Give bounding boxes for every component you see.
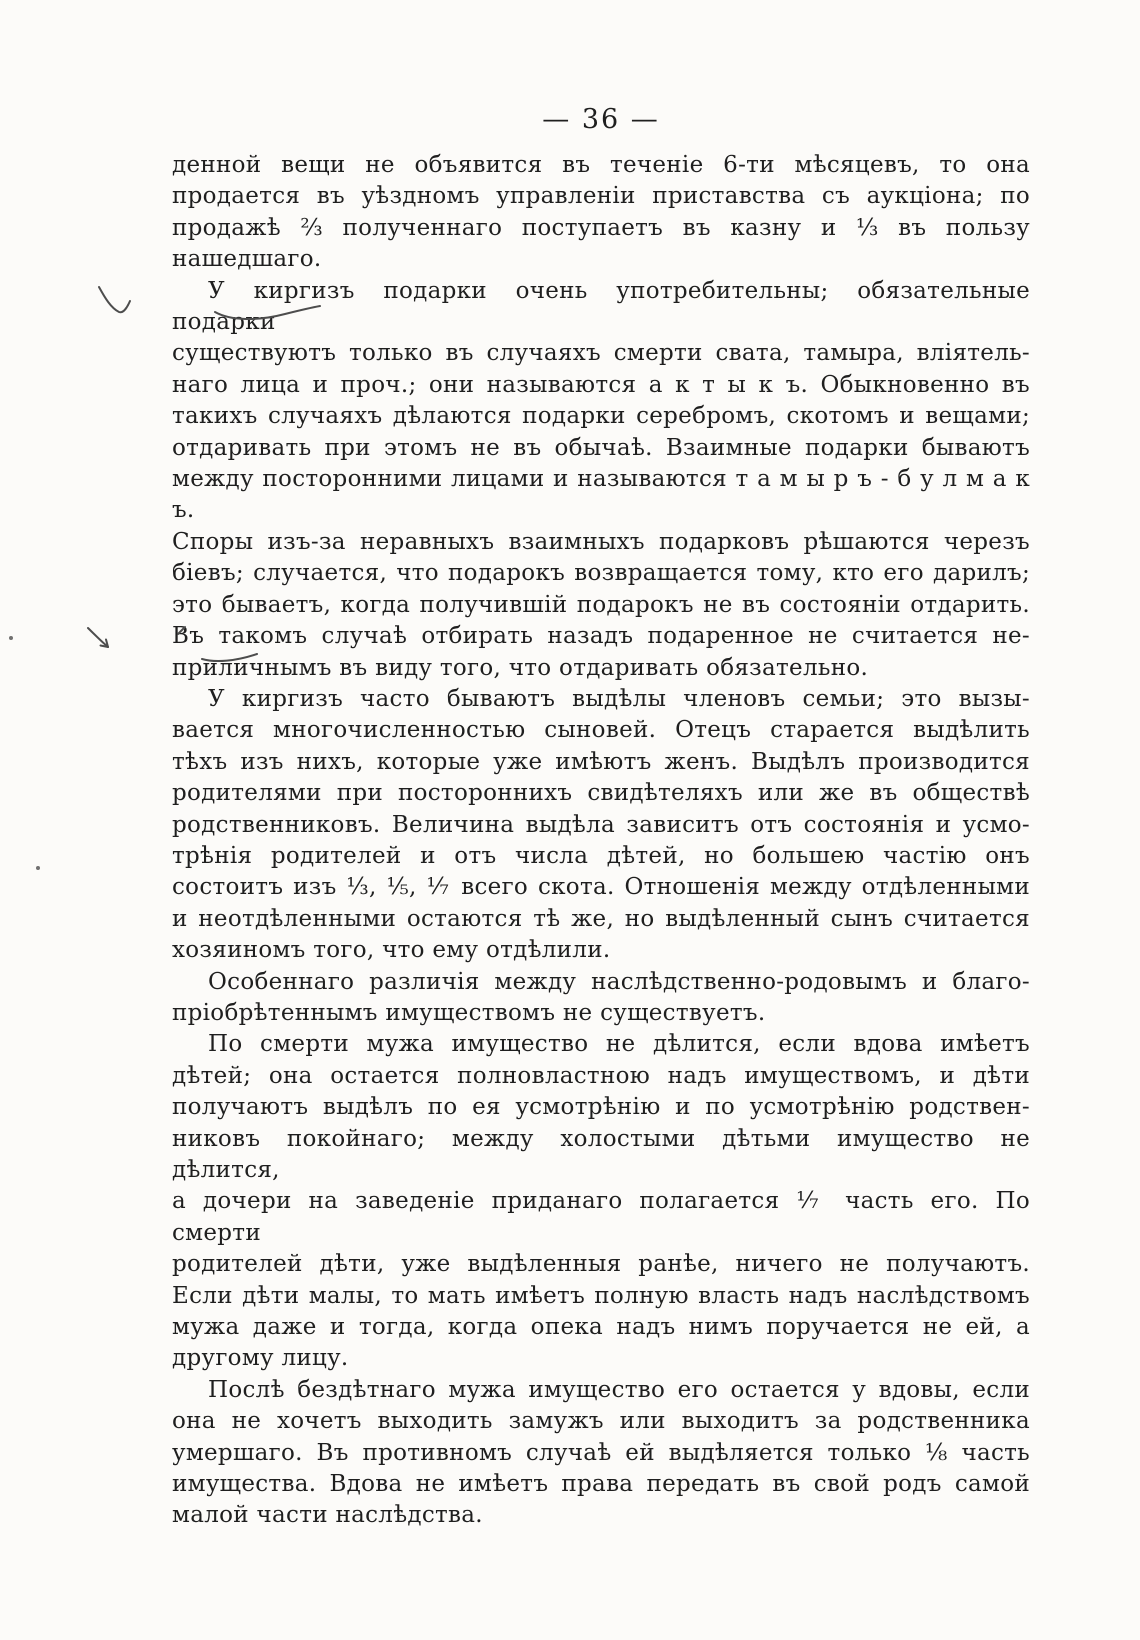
text-line: родственниковъ. Величина выдѣла зависитъ отъ состоянія и усмо- <box>172 811 1030 838</box>
text-line: По смерти мужа имущество не дѣлится, если вдова имѣетъ <box>208 1031 1030 1058</box>
text-line: никовъ покойнаго; между холостыми дѣтьми имущество не дѣлится, <box>172 1125 1030 1183</box>
text-line: наго лица и проч.; они называются а к т ы к ъ. Обыкновенно въ <box>172 371 1030 398</box>
text-line: это бываетъ, когда получившій подарокъ не въ состояніи отдарить. <box>172 591 1030 618</box>
text-line: между посторонними лицами и называются т а м ы р ъ - б у л м а к ъ. <box>172 466 1030 524</box>
text-block <box>172 150 1030 1532</box>
text-line: родителями при постороннихъ свидѣтеляхъ или же въ обществѣ <box>172 780 1030 807</box>
text-line: а дочери на заведеніе приданаго полагается ⅐ часть его. По смерти <box>172 1188 1030 1246</box>
text-line: У киргизъ часто бываютъ выдѣлы членовъ семьи; это вызы- <box>208 685 1030 712</box>
text-line: она не хочетъ выходить замужъ или выходитъ за родственника <box>172 1408 1030 1435</box>
text-line: хозяиномъ того, что ему отдѣлили. <box>172 937 611 964</box>
text-line: дѣтей; она остается полновластною надъ имуществомъ, и дѣти <box>172 1062 1030 1089</box>
text-line: денной вещи не объявится въ теченіе 6-ти мѣсяцевъ, то она <box>172 152 1030 178</box>
text-line: пріобрѣтеннымъ имуществомъ не существуетъ. <box>172 999 766 1026</box>
text-line: состоитъ изъ ⅓, ⅕, ⅐ всего скота. Отношенія между отдѣленными <box>172 874 1030 901</box>
text-line: такихъ случаяхъ дѣлаются подарки серебромъ, скотомъ и вещами; <box>172 403 1030 430</box>
text-line: получаютъ выдѣлъ по ея усмотрѣнію и по усмотрѣнію родствен- <box>172 1094 1030 1121</box>
text-line: Особеннаго различія между наслѣдственно-родовымъ и благо- <box>208 968 1030 995</box>
text-line: Послѣ бездѣтнаго мужа имущество его остается у вдовы, если <box>208 1376 1030 1403</box>
text-line: Если дѣти малы, то мать имѣетъ полную власть надъ наслѣдствомъ <box>172 1282 1030 1309</box>
text-line: родителей дѣти, уже выдѣленныя ранѣе, ничего не получаютъ. <box>172 1251 1030 1278</box>
text-line: нашедшаго. <box>172 246 322 273</box>
page-number: — 36 — <box>542 104 660 135</box>
handwritten-checkmark-2 <box>86 626 116 654</box>
text-line: продажѣ ⅔ полученнаго поступаетъ въ казну и ⅓ въ пользу <box>172 214 1030 241</box>
text-line: имущества. Вдова не имѣетъ права передать въ свой родъ самой <box>172 1471 1030 1498</box>
text-line: и неотдѣленными остаются тѣ же, но выдѣленный сынъ считается <box>172 905 1030 932</box>
text-line: приличнымъ въ виду того, что отдаривать обязательно. <box>172 654 869 681</box>
text-line: трѣнія родителей и отъ числа дѣтей, но большею частію онъ <box>172 842 1030 869</box>
text-line: Споры изъ-за неравныхъ взаимныхъ подарковъ рѣшаются черезъ <box>172 528 1030 555</box>
handwritten-checkmark-1 <box>96 282 134 320</box>
text-line: продается въ уѣздномъ управленіи приставства съ аукціона; по <box>172 183 1030 210</box>
pencil-dot-2 <box>36 866 40 870</box>
text-line: Въ такомъ случаѣ отбирать назадъ подаренное не считается не- <box>172 623 1030 650</box>
text-line: отдаривать при этомъ не въ обычаѣ. Взаимные подарки бываютъ <box>172 434 1030 461</box>
text-line: умершаго. Въ противномъ случаѣ ей выдѣляется только ⅛ часть <box>172 1439 1030 1466</box>
text-line: тѣхъ изъ нихъ, которые уже имѣютъ женъ. Выдѣлъ производится <box>172 748 1030 775</box>
text-line: существуютъ только въ случаяхъ смерти свата, тамыра, вліятель- <box>172 340 1030 367</box>
text-line: У киргизъ подарки очень употребительны; обязательные подарки <box>172 277 1030 336</box>
text-line: другому лицу. <box>172 1345 349 1372</box>
text-line: вается многочисленностью сыновей. Отецъ старается выдѣлить <box>172 717 1030 744</box>
text-line: біевъ; случается, что подарокъ возвращается тому, кто его дарилъ; <box>172 560 1030 587</box>
text-line: малой части наслѣдства. <box>172 1502 483 1529</box>
pencil-dot-1 <box>9 636 13 640</box>
text-line: мужа даже и тогда, когда опека надъ нимъ поручается не ей, а <box>172 1314 1030 1341</box>
